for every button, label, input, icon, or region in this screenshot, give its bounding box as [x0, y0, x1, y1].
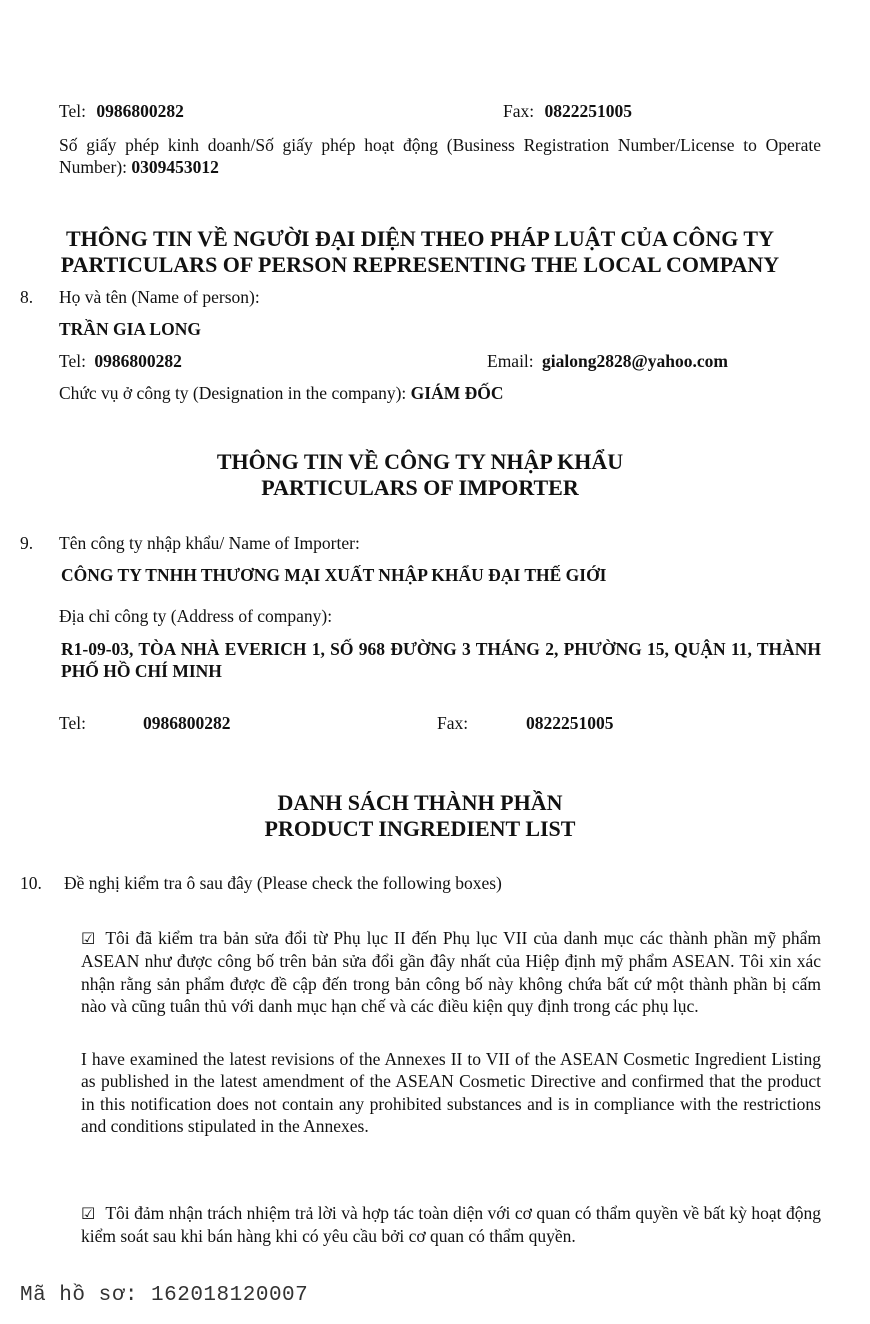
checkbox-checked-icon[interactable]: ☑: [81, 929, 96, 948]
representative-tel-value: 0986800282: [94, 351, 182, 371]
importer-tel-value: 0986800282: [143, 713, 231, 733]
representative-tel-row: [59, 351, 182, 373]
company-fax-row: [503, 101, 632, 123]
representative-name: TRẦN GIA LONG: [59, 319, 201, 339]
declaration1-vi: [81, 927, 821, 1018]
declaration1-vi-text: Tôi đã kiểm tra bản sửa đổi từ Phụ lục II đến Phụ lục VII của danh mục các thành phần mỹ phẩm ASEAN như được công bố trên bản sửa đổi gần đây nhất của Hiệp định mỹ phẩm ASEAN. Tôi xin xác nhận rằng sản phẩm được đề cập đến trong bản công bố này không chứa bất cứ một thành phần bị cấm nào và cũng tuân thủ với danh mục hạn chế và các điều kiện quy định trong các phụ lục.: [81, 928, 821, 1017]
representative-heading-vi: THÔNG TIN VỀ NGƯỜI ĐẠI DIỆN THEO PHÁP LUẬT CỦA CÔNG TY: [66, 226, 774, 251]
checkbox-checked-icon[interactable]: ☑: [81, 1204, 96, 1223]
importer-tel-label: Tel:: [59, 713, 86, 733]
importer-item-number: 9.: [20, 533, 34, 553]
company-tel-label: Tel:: [59, 101, 86, 121]
declaration1-en: I have examined the latest revisions of the Annexes II to VII of the ASEAN Cosmetic Ingredient Listing as published in the latest amendment of the ASEAN Cosmetic Directive and confirmed that the product in this notification does not contain any prohibited substances and is in compliance with the restrictions and conditions stipulated in the Annexes.: [81, 1049, 821, 1137]
company-license: [59, 134, 821, 179]
company-license-number: 0309453012: [131, 157, 219, 178]
ingredients-instruction: Đề nghị kiểm tra ô sau đây (Please check the following boxes): [64, 873, 502, 893]
importer-name: CÔNG TY TNHH THƯƠNG MẠI XUẤT NHẬP KHẨU ĐẠI THẾ GIỚI: [61, 565, 607, 585]
declaration2-vi: [81, 1202, 821, 1248]
importer-fax-label: Fax:: [437, 713, 469, 733]
importer-heading-en: PARTICULARS OF IMPORTER: [261, 475, 579, 500]
ingredients-heading-vi: DANH SÁCH THÀNH PHẦN: [277, 790, 563, 815]
importer-fax-value: 0822251005: [526, 713, 614, 733]
representative-designation-row: [59, 383, 504, 405]
ingredients-heading-en: PRODUCT INGREDIENT LIST: [264, 816, 576, 841]
company-fax-label: Fax:: [503, 101, 535, 121]
representative-email-label: Email:: [487, 351, 534, 371]
importer-heading-vi: THÔNG TIN VỀ CÔNG TY NHẬP KHẨU: [216, 449, 624, 474]
ingredients-item-number: 10.: [20, 873, 42, 893]
representative-designation-value: GIÁM ĐỐC: [410, 383, 504, 403]
declaration2-vi-text: Tôi đảm nhận trách nhiệm trả lời và hợp tác toàn diện với cơ quan có thẩm quyền về bất kỳ hoạt động kiểm soát sau khi bán hàng khi có yêu cầu bởi cơ quan có thẩm quyền.: [81, 1203, 821, 1247]
representative-heading-en: PARTICULARS OF PERSON REPRESENTING THE LOCAL COMPANY: [60, 252, 780, 277]
representative-name-label: Họ và tên (Name of person):: [59, 287, 260, 307]
importer-address-label: Địa chỉ công ty (Address of company):: [59, 606, 333, 626]
importer-name-label: Tên công ty nhập khẩu/ Name of Importer:: [59, 533, 360, 553]
representative-tel-label: Tel:: [59, 351, 86, 371]
representative-item-number: 8.: [20, 287, 34, 307]
file-code: Mã hồ sơ: 162018120007: [20, 1284, 309, 1307]
company-fax-value: 0822251005: [544, 101, 632, 121]
representative-email-row: [487, 351, 728, 373]
representative-email-value: gialong2828@yahoo.com: [542, 351, 728, 371]
company-tel-value: 0986800282: [96, 101, 184, 121]
company-license-label: Số giấy phép kinh doanh/Số giấy phép hoạt động (Business Registration Number/License to Operate Number):: [59, 135, 821, 178]
importer-address: R1-09-03, TÒA NHÀ EVERICH 1, SỐ 968 ĐƯỜNG 3 THÁNG 2, PHƯỜNG 15, QUẬN 11, THÀNH PHỐ HỒ CHÍ MINH: [61, 639, 821, 681]
company-tel-row: [59, 101, 184, 123]
representative-designation-label: Chức vụ ở công ty (Designation in the company):: [59, 383, 407, 403]
